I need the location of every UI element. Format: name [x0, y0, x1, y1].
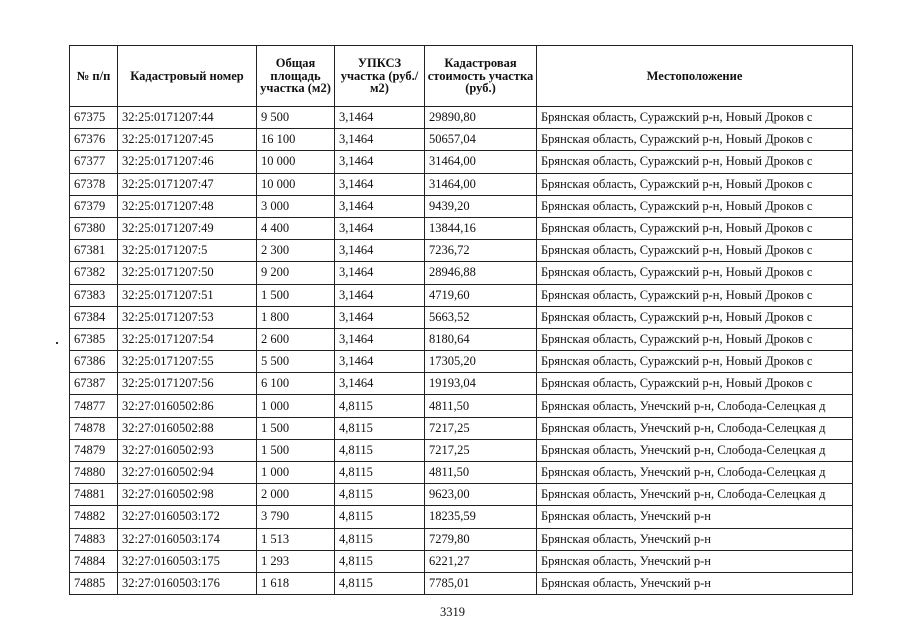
cell-location: Брянская область, Унечский р-н	[537, 506, 853, 528]
table-row	[70, 528, 853, 550]
cell-value: 19193,04	[425, 373, 537, 395]
cell-num: 67385	[70, 328, 118, 350]
table-row	[70, 439, 853, 461]
cell-cadastral-number: 32:27:0160503:176	[118, 572, 257, 594]
cell-location: Брянская область, Суражский р-н, Новый Дроков с	[537, 328, 853, 350]
table-row	[70, 217, 853, 239]
cell-num: 67381	[70, 240, 118, 262]
cell-value: 9623,00	[425, 484, 537, 506]
cell-cadastral-number: 32:27:0160503:172	[118, 506, 257, 528]
cell-cadastral-number: 32:27:0160502:86	[118, 395, 257, 417]
cell-location: Брянская область, Суражский р-н, Новый Дроков с	[537, 284, 853, 306]
table-row	[70, 417, 853, 439]
cell-num: 67375	[70, 107, 118, 129]
cell-num: 67376	[70, 129, 118, 151]
cell-area: 4 400	[257, 217, 335, 239]
cell-cadastral-number: 32:25:0171207:50	[118, 262, 257, 284]
table-row	[70, 240, 853, 262]
cell-area: 1 800	[257, 306, 335, 328]
cell-num: 67377	[70, 151, 118, 173]
cell-cadastral-number: 32:25:0171207:45	[118, 129, 257, 151]
cell-location: Брянская область, Суражский р-н, Новый Дроков с	[537, 373, 853, 395]
cell-location: Брянская область, Суражский р-н, Новый Дроков с	[537, 217, 853, 239]
cell-cadastral-number: 32:25:0171207:53	[118, 306, 257, 328]
table-row	[70, 484, 853, 506]
header-cadastral-value: Кадастровая стоимость участка (руб.)	[425, 46, 537, 107]
cell-value: 7279,80	[425, 528, 537, 550]
cell-value: 4811,50	[425, 395, 537, 417]
cell-upksz: 3,1464	[335, 262, 425, 284]
cell-cadastral-number: 32:25:0171207:51	[118, 284, 257, 306]
table-row	[70, 195, 853, 217]
cell-area: 3 000	[257, 195, 335, 217]
cadastral-table	[69, 45, 853, 595]
table-body	[70, 107, 853, 595]
cell-value: 8180,64	[425, 328, 537, 350]
header-num: № п/п	[70, 46, 118, 107]
page-number: 3319	[440, 605, 465, 619]
table-row	[70, 373, 853, 395]
cell-value: 7217,25	[425, 417, 537, 439]
cell-area: 1 500	[257, 439, 335, 461]
cell-num: 74883	[70, 528, 118, 550]
cell-upksz: 3,1464	[335, 151, 425, 173]
header-upksz: УПКСЗ участка (руб./м2)	[335, 46, 425, 107]
cell-value: 18235,59	[425, 506, 537, 528]
table-row	[70, 107, 853, 129]
cell-num: 74880	[70, 462, 118, 484]
cell-cadastral-number: 32:27:0160502:98	[118, 484, 257, 506]
cell-upksz: 3,1464	[335, 351, 425, 373]
cell-area: 1 513	[257, 528, 335, 550]
cell-upksz: 3,1464	[335, 306, 425, 328]
cell-location: Брянская область, Суражский р-н, Новый Дроков с	[537, 306, 853, 328]
table-row	[70, 151, 853, 173]
cell-location: Брянская область, Унечский р-н, Слобода-Селецкая д	[537, 395, 853, 417]
cell-cadastral-number: 32:25:0171207:46	[118, 151, 257, 173]
cell-num: 74881	[70, 484, 118, 506]
cell-upksz: 3,1464	[335, 195, 425, 217]
scan-speck	[56, 342, 58, 344]
cell-num: 67383	[70, 284, 118, 306]
cell-area: 2 600	[257, 328, 335, 350]
cell-upksz: 4,8115	[335, 528, 425, 550]
cell-location: Брянская область, Унечский р-н, Слобода-Селецкая д	[537, 439, 853, 461]
table-row	[70, 262, 853, 284]
cell-num: 67386	[70, 351, 118, 373]
cell-upksz: 4,8115	[335, 417, 425, 439]
cell-location: Брянская область, Суражский р-н, Новый Дроков с	[537, 195, 853, 217]
table-row	[70, 328, 853, 350]
cell-cadastral-number: 32:25:0171207:56	[118, 373, 257, 395]
cell-area: 5 500	[257, 351, 335, 373]
cell-cadastral-number: 32:25:0171207:47	[118, 173, 257, 195]
cell-area: 16 100	[257, 129, 335, 151]
table-row	[70, 506, 853, 528]
table-row	[70, 351, 853, 373]
header-cadastral-number: Кадастровый номер	[118, 46, 257, 107]
cell-value: 31464,00	[425, 173, 537, 195]
cell-value: 4719,60	[425, 284, 537, 306]
cell-upksz: 3,1464	[335, 328, 425, 350]
cell-area: 2 300	[257, 240, 335, 262]
cell-value: 9439,20	[425, 195, 537, 217]
table-row	[70, 550, 853, 572]
cell-location: Брянская область, Унечский р-н	[537, 572, 853, 594]
cell-cadastral-number: 32:25:0171207:49	[118, 217, 257, 239]
cell-location: Брянская область, Унечский р-н, Слобода-Селецкая д	[537, 417, 853, 439]
cell-upksz: 4,8115	[335, 462, 425, 484]
cell-upksz: 4,8115	[335, 395, 425, 417]
cell-location: Брянская область, Унечский р-н	[537, 528, 853, 550]
cell-location: Брянская область, Суражский р-н, Новый Дроков с	[537, 351, 853, 373]
cell-area: 1 618	[257, 572, 335, 594]
cell-upksz: 4,8115	[335, 506, 425, 528]
cell-area: 1 500	[257, 417, 335, 439]
cell-num: 67382	[70, 262, 118, 284]
cell-value: 29890,80	[425, 107, 537, 129]
cell-upksz: 4,8115	[335, 484, 425, 506]
table-header-row	[70, 46, 853, 107]
cell-area: 6 100	[257, 373, 335, 395]
cell-area: 1 000	[257, 395, 335, 417]
cell-value: 5663,52	[425, 306, 537, 328]
cell-value: 13844,16	[425, 217, 537, 239]
table-row	[70, 462, 853, 484]
cell-area: 10 000	[257, 151, 335, 173]
cell-value: 6221,27	[425, 550, 537, 572]
table-row	[70, 572, 853, 594]
cell-area: 1 293	[257, 550, 335, 572]
cell-value: 17305,20	[425, 351, 537, 373]
table-row	[70, 284, 853, 306]
cell-location: Брянская область, Унечский р-н, Слобода-Селецкая д	[537, 484, 853, 506]
cell-area: 10 000	[257, 173, 335, 195]
cell-num: 74877	[70, 395, 118, 417]
cell-value: 50657,04	[425, 129, 537, 151]
cell-cadastral-number: 32:27:0160502:93	[118, 439, 257, 461]
cell-cadastral-number: 32:25:0171207:48	[118, 195, 257, 217]
header-total-area: Общая площадь участка (м2)	[257, 46, 335, 107]
cell-area: 2 000	[257, 484, 335, 506]
table-row	[70, 306, 853, 328]
cell-area: 1 000	[257, 462, 335, 484]
cell-upksz: 3,1464	[335, 240, 425, 262]
cell-upksz: 3,1464	[335, 129, 425, 151]
cell-upksz: 4,8115	[335, 550, 425, 572]
cell-upksz: 4,8115	[335, 572, 425, 594]
cell-location: Брянская область, Суражский р-н, Новый Дроков с	[537, 107, 853, 129]
cell-cadastral-number: 32:25:0171207:5	[118, 240, 257, 262]
cell-cadastral-number: 32:25:0171207:55	[118, 351, 257, 373]
cell-num: 67379	[70, 195, 118, 217]
cell-num: 74882	[70, 506, 118, 528]
table-row	[70, 395, 853, 417]
cell-value: 31464,00	[425, 151, 537, 173]
cell-upksz: 3,1464	[335, 284, 425, 306]
cell-area: 1 500	[257, 284, 335, 306]
cell-num: 74879	[70, 439, 118, 461]
cell-upksz: 3,1464	[335, 107, 425, 129]
cell-upksz: 4,8115	[335, 439, 425, 461]
cell-location: Брянская область, Суражский р-н, Новый Дроков с	[537, 129, 853, 151]
cell-area: 9 200	[257, 262, 335, 284]
cell-value: 7785,01	[425, 572, 537, 594]
cell-upksz: 3,1464	[335, 173, 425, 195]
cell-area: 9 500	[257, 107, 335, 129]
cell-upksz: 3,1464	[335, 373, 425, 395]
cell-cadastral-number: 32:27:0160503:174	[118, 528, 257, 550]
cell-cadastral-number: 32:27:0160502:88	[118, 417, 257, 439]
cell-num: 74884	[70, 550, 118, 572]
table-row	[70, 129, 853, 151]
cell-value: 7217,25	[425, 439, 537, 461]
cell-num: 74885	[70, 572, 118, 594]
cell-cadastral-number: 32:27:0160502:94	[118, 462, 257, 484]
cell-upksz: 3,1464	[335, 217, 425, 239]
cell-location: Брянская область, Унечский р-н	[537, 550, 853, 572]
cell-area: 3 790	[257, 506, 335, 528]
cell-num: 67387	[70, 373, 118, 395]
cell-num: 74878	[70, 417, 118, 439]
cell-cadastral-number: 32:25:0171207:44	[118, 107, 257, 129]
cell-location: Брянская область, Суражский р-н, Новый Дроков с	[537, 240, 853, 262]
header-location: Местоположение	[537, 46, 853, 107]
cell-cadastral-number: 32:25:0171207:54	[118, 328, 257, 350]
cell-num: 67384	[70, 306, 118, 328]
cell-cadastral-number: 32:27:0160503:175	[118, 550, 257, 572]
cell-value: 28946,88	[425, 262, 537, 284]
table-row	[70, 173, 853, 195]
cell-value: 4811,50	[425, 462, 537, 484]
cell-num: 67380	[70, 217, 118, 239]
cell-location: Брянская область, Суражский р-н, Новый Дроков с	[537, 151, 853, 173]
cell-location: Брянская область, Суражский р-н, Новый Дроков с	[537, 173, 853, 195]
cell-num: 67378	[70, 173, 118, 195]
cell-location: Брянская область, Суражский р-н, Новый Дроков с	[537, 262, 853, 284]
cell-value: 7236,72	[425, 240, 537, 262]
cell-location: Брянская область, Унечский р-н, Слобода-Селецкая д	[537, 462, 853, 484]
